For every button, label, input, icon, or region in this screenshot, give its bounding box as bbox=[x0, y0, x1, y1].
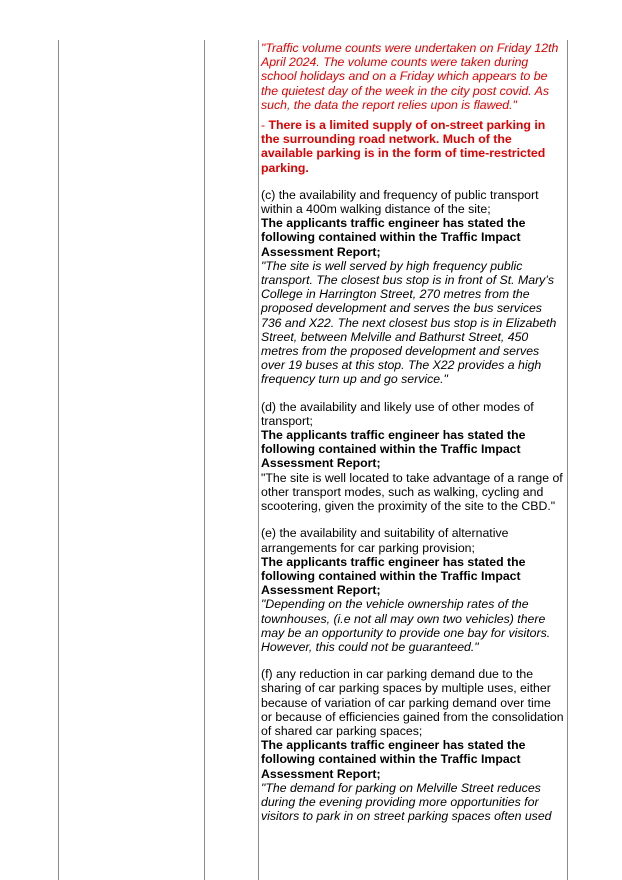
table-column-divider bbox=[204, 40, 205, 880]
section-c-heading: (c) the availability and frequency of public transport within a 400m walking distance of the site; bbox=[261, 187, 539, 217]
parking-supply-point bbox=[261, 118, 565, 175]
section-c-engineer-statement: The applicants traffic engineer has stated the following contained within the Traffic Impact Assessment Report; bbox=[261, 216, 526, 259]
section-c-quote: "The site is well served by high frequency public transport. The closest bus stop is in front of St. Mary’s College in Harrington Street, 270 metres from the proposed development and serves the bus services 736 and X22. The next closest bus stop is in Elizabeth Street, between Melville and Bathurst Street, 450 metres from the proposed development and serves over 19 buses at this stop. The X22 provides a high frequency turn up and go service." bbox=[261, 258, 557, 387]
section-f-engineer-statement: The applicants traffic engineer has stated the following contained within the Traffic Impact Assessment Report; bbox=[261, 738, 526, 781]
section-f-heading: (f) any reduction in car parking demand due to the sharing of car parking spaces by multiple uses, either because of variation of car parking demand over time or because of efficiencies gained from the consolidation of shared car parking spaces; bbox=[261, 667, 564, 738]
section-e-quote: "Depending on the vehicle ownership rates of the townhouses, (i.e not all may own two vehicles) there may be an opportunity to provide one bay for visitors. However, this could not be guaranteed." bbox=[261, 597, 551, 654]
section-d-heading: (d) the availability and likely use of other modes of transport; bbox=[261, 399, 534, 428]
parking-supply-text: There is a limited supply of on-street parking in the surrounding road network. Much of the available parking is in the form of time-restricted parking. bbox=[261, 118, 546, 175]
section-e-heading: (e) the availability and suitability of alternative arrangements for car parking provision; bbox=[261, 526, 509, 555]
table-column-divider bbox=[58, 40, 59, 880]
section-e-engineer-statement: The applicants traffic engineer has stated the following contained within the Traffic Impact Assessment Report; bbox=[261, 554, 526, 598]
comment-cell bbox=[261, 41, 565, 823]
flawed-data-quote: "Traffic volume counts were undertaken on Friday 12th April 2024. The volume counts were taken during school holidays and on a Friday which appears to be the quietest day of the week in the city post covid. As such, the data the report relies upon is flawed." bbox=[261, 41, 559, 112]
section-d-quote: "The site is well located to take advantage of a range of other transport modes, such as walking, cycling and scootering, given the proximity of the site to the CBD." bbox=[261, 470, 563, 514]
table-column-divider bbox=[258, 40, 259, 880]
section-d-engineer-statement: The applicants traffic engineer has stated the following contained within the Traffic Impact Assessment Report; bbox=[261, 428, 526, 471]
table-column-divider bbox=[567, 40, 568, 880]
bullet-dash: - bbox=[261, 118, 269, 133]
section-f-quote: "The demand for parking on Melville Street reduces during the evening providing more opportunities for visitors to park in on street parking spaces often used bbox=[261, 780, 552, 824]
